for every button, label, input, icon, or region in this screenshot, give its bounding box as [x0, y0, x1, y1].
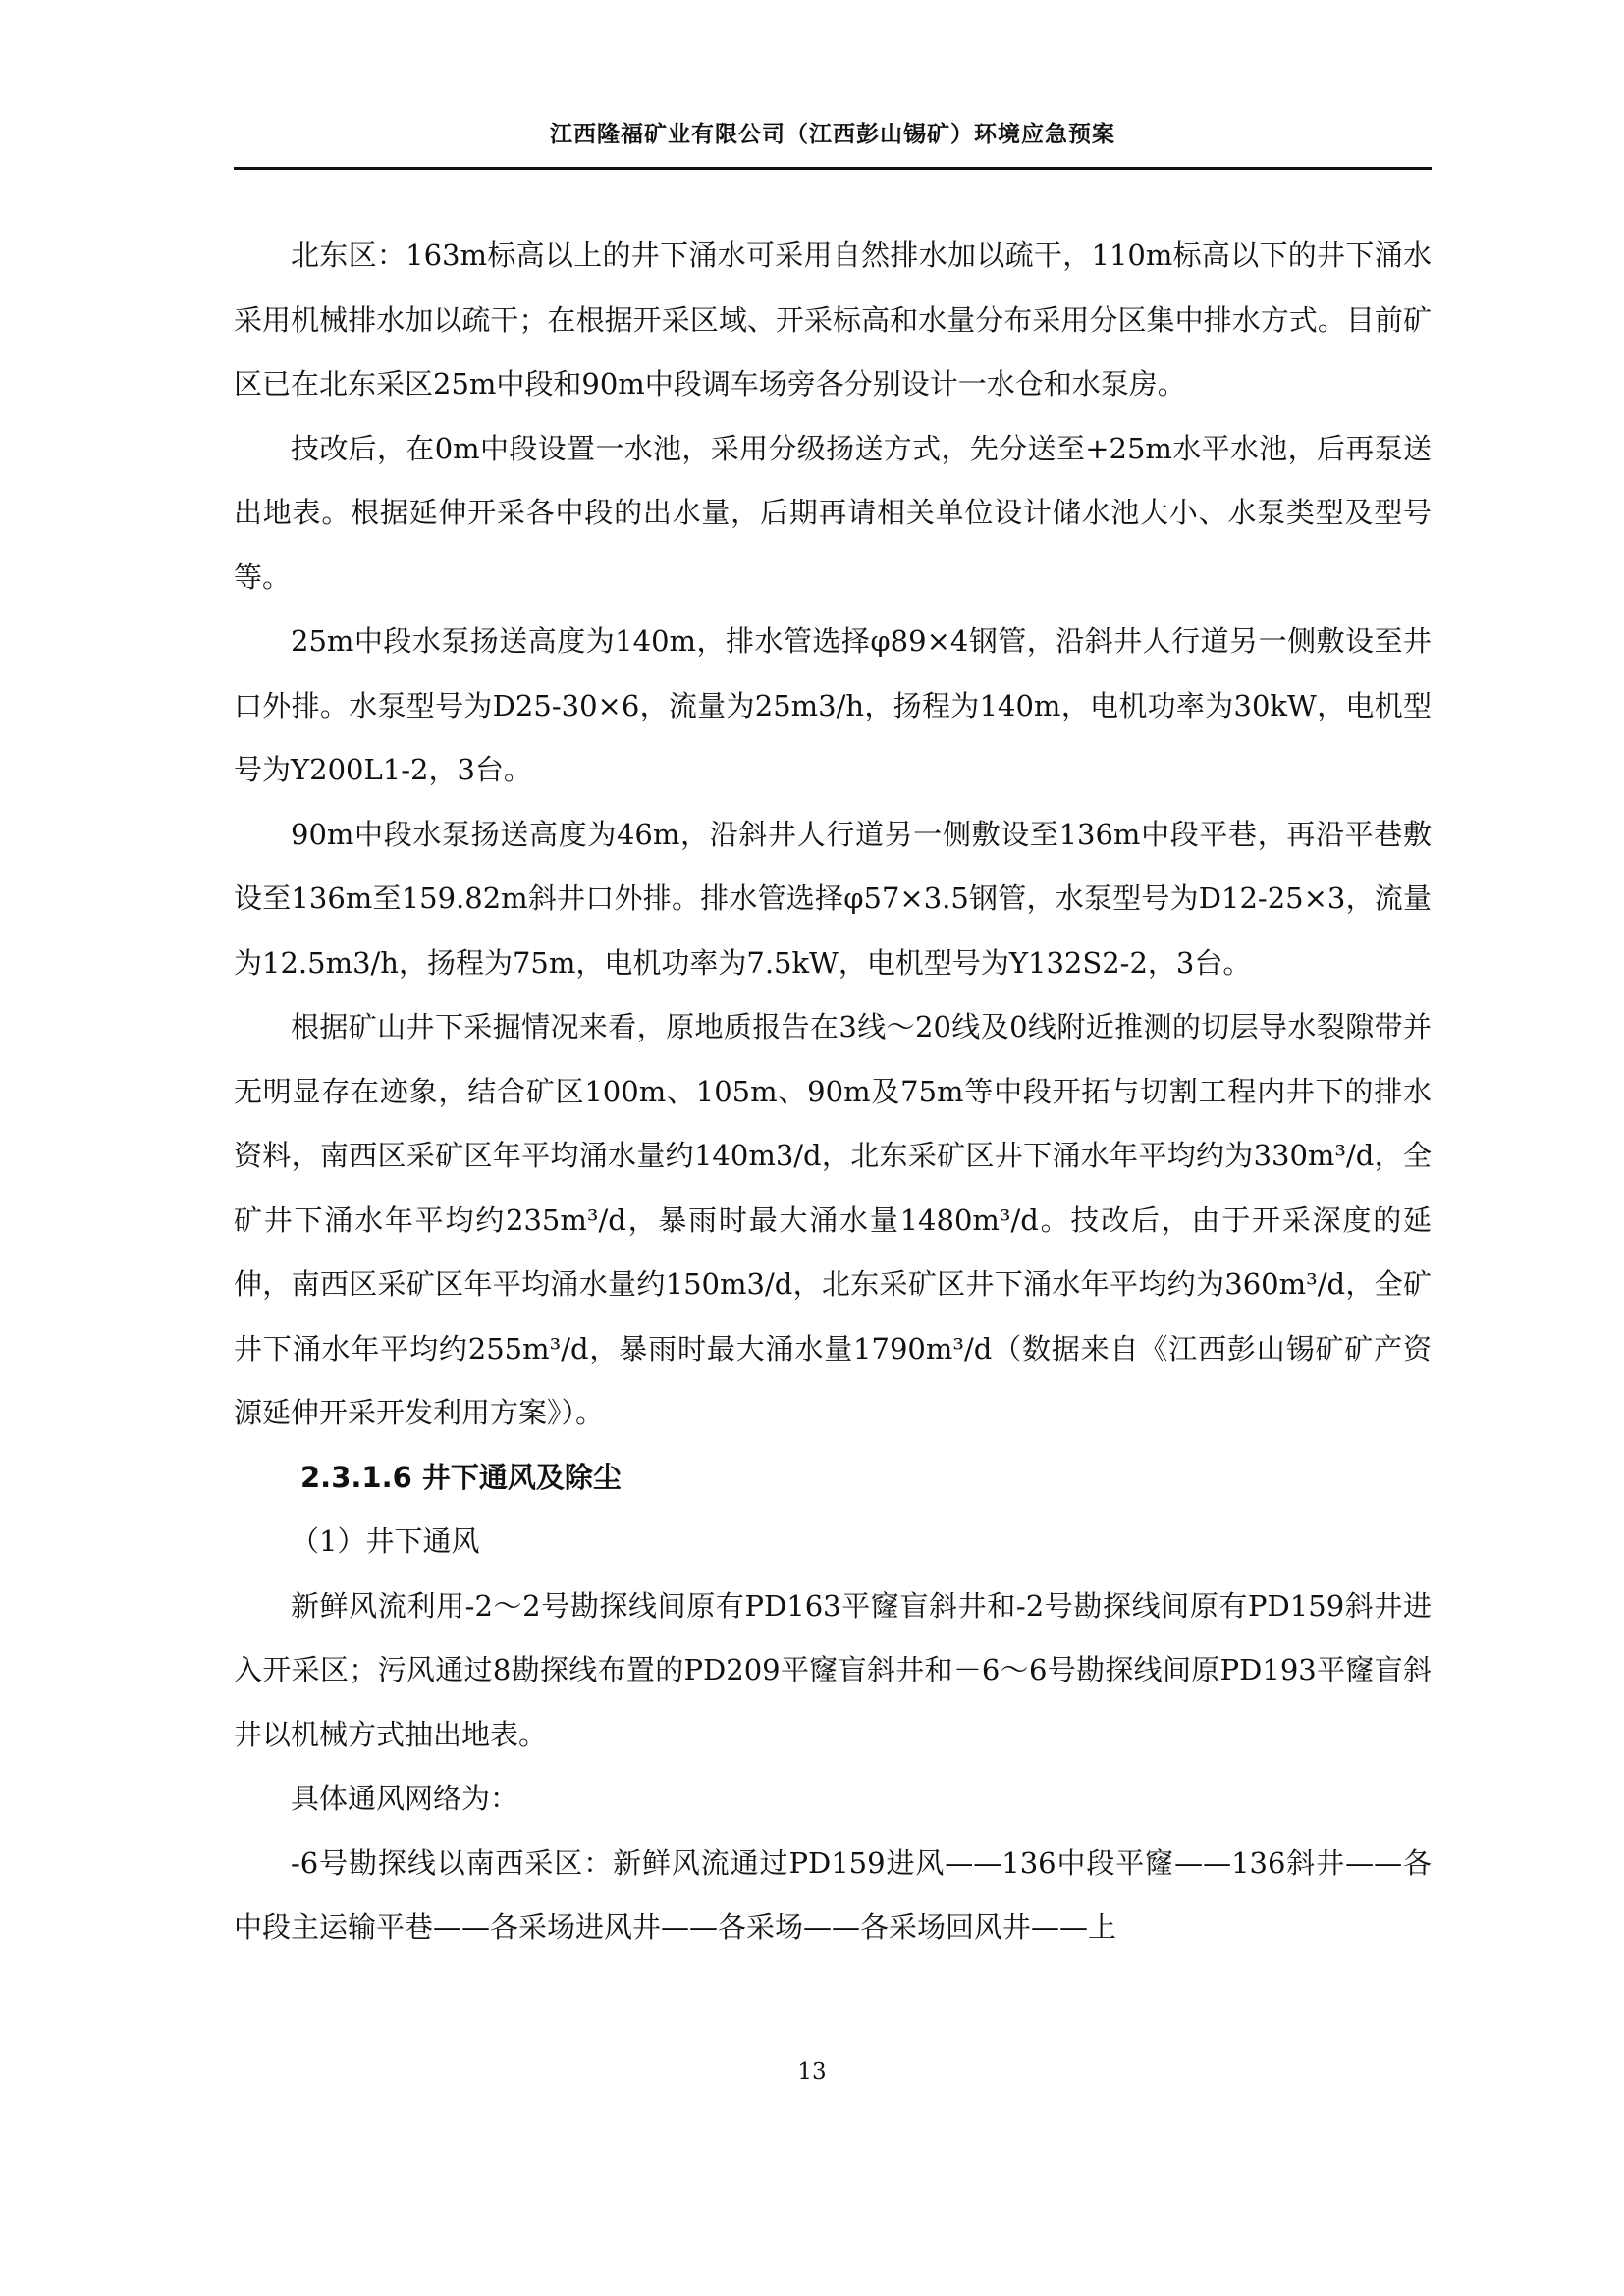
paragraph-northeast-drainage: 北东区：163m标高以上的井下涌水可采用自然排水加以疏干，110m标高以下的井下涌水采用机械排水加以疏干；在根据开采区域、开采标高和水量分布采用分区集中排水方式。目前矿区已在北东采区25m中段和90m中段调车场旁各分别设计一水仓和水泵房。	[234, 239, 1432, 400]
paragraph-ventilation-network-intro: 具体通风网络为：	[291, 1782, 519, 1815]
page-number: 13	[797, 2059, 827, 2085]
paragraph-water-inflow: 根据矿山井下采掘情况来看，原地质报告在3线～20线及0线附近推测的切层导水裂隙带并无明显存在迹象，结合矿区100m、105m、90m及75m等中段开拓与切割工程内井下的排水资料，南西区采矿区年平均涌水量约140m3/d，北东采矿区井下涌水年平均约为330m³/d，全矿井下涌水年平均约235m³/d，暴雨时最大涌水量1480m³/d。技改后，由于开采深度的延伸，南西区采矿区年平均涌水量约150m3/d，北东采矿区井下涌水年平均约为360m³/d，全矿井下涌水年平均约255m³/d，暴雨时最大涌水量1790m³/d（数据来自《江西彭山锡矿矿产资源延伸开采开发利用方案》）。	[234, 1010, 1432, 1429]
subsection-label: （1）井下通风	[291, 1524, 480, 1558]
paragraph-25m-pump: 25m中段水泵扬送高度为140m，排水管选择φ89×4钢管，沿斜井人行道另一侧敷设至井口外排。水泵型号为D25-30×6，流量为25m3/h，扬程为140m，电机功率为30kW，电机型号为Y200L1-2，3台。	[234, 624, 1432, 786]
paragraph-renovation-drainage: 技改后，在0m中段设置一水池，采用分级扬送方式，先分送至+25m水平水池，后再泵送出地表。根据延伸开采各中段的出水量，后期再请相关单位设计储水池大小、水泵类型及型号等。	[234, 431, 1432, 594]
paragraph-southwest-ventilation: -6号勘探线以南西采区：新鲜风流通过PD159进风——136中段平窿——136斜井——各中段主运输平巷——各采场进风井——各采场——各采场回风井——上	[234, 1845, 1432, 1944]
header-divider	[234, 167, 1432, 170]
paragraph-90m-pump: 90m中段水泵扬送高度为46m，沿斜井人行道另一侧敷设至136m中段平巷，再沿平巷敷设至136m至159.82m斜井口外排。排水管选择φ57×3.5钢管，水泵型号为D12-25×3，流量为12.5m3/h，扬程为75m，电机功率为7.5kW，电机型号为Y132S2-2，3台。	[234, 817, 1432, 980]
document-header-title: 江西隆福矿业有限公司（江西彭山锡矿）环境应急预案	[550, 122, 1115, 147]
paragraph-fresh-air: 新鲜风流利用-2～2号勘探线间原有PD163平窿盲斜井和-2号勘探线间原有PD159斜井进入开采区；污风通过8勘探线布置的PD209平窿盲斜井和－6～6号勘探线间原PD193平窿盲斜井以机械方式抽出地表。	[234, 1588, 1432, 1751]
page-content	[234, 224, 1432, 1960]
section-heading: 2.3.1.6 井下通风及除尘	[300, 1460, 622, 1494]
